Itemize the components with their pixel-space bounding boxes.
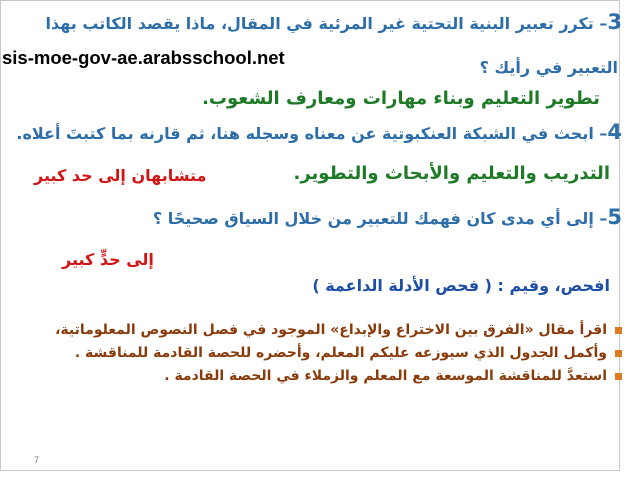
task-item-3-text: استعدَّ للمناقشة الموسعة مع المعلم والزملاء في الحصة القادمة . (164, 368, 607, 384)
bullet-square-icon (615, 350, 622, 357)
question-4-comparison: متشابهان إلى حد كبير (34, 166, 207, 185)
task-item-2-text: وأكمل الجدول الذي سيوزعه عليكم المعلم، وأحضره للحصة القادمة للمناقشة . (74, 345, 607, 361)
question-5-line (153, 205, 622, 229)
task-item-1-text: اقرأ مقال «الفرق بين الاختراع والإبداع» الموجود في فصل النصوص المعلوماتية، (55, 322, 607, 338)
examine-heading: افحص، وقيم : ( فحص الأدلة الداعمة ) (312, 276, 610, 295)
watermark-url: sis-moe-gov-ae.arabsschool.net (2, 47, 285, 68)
question-3-line2: التعبير في رأيك ؟ (479, 58, 618, 77)
question-5-text: – إلى أي مدى كان فهمك للتعبير من خلال السياق صحيحًا ؟ (152, 209, 608, 228)
question-4-text: – ابحث في الشبكة العنكبوتية عن معناه وسجله هنا، ثم قارنه بما كتبتَ أعلاه. (16, 124, 608, 143)
bullet-square-icon (615, 327, 622, 334)
question-5-number: 5 (607, 205, 622, 229)
task-item-2 (75, 345, 622, 361)
question-4-number: 4 (607, 120, 622, 144)
question-3-answer: تطوير التعليم وبناء مهارات ومعارف الشعوب. (202, 88, 600, 109)
page-number: 7 (34, 455, 40, 465)
task-item-1 (55, 322, 622, 338)
bullet-square-icon (615, 373, 622, 380)
question-3-line1 (46, 10, 623, 34)
question-4-line (16, 120, 622, 144)
question-3-number: 3 (607, 10, 622, 34)
question-5-answer: إلى حدٍّ كبير (62, 250, 154, 269)
question-4-answer: التدريب والتعليم والأبحاث والتطوير. (293, 163, 610, 184)
task-item-3 (164, 368, 622, 384)
question-3-text: – تكرر تعبير البنية التحتية غير المرئية في المقال، ماذا يقصد الكاتب بهذا (45, 14, 608, 33)
